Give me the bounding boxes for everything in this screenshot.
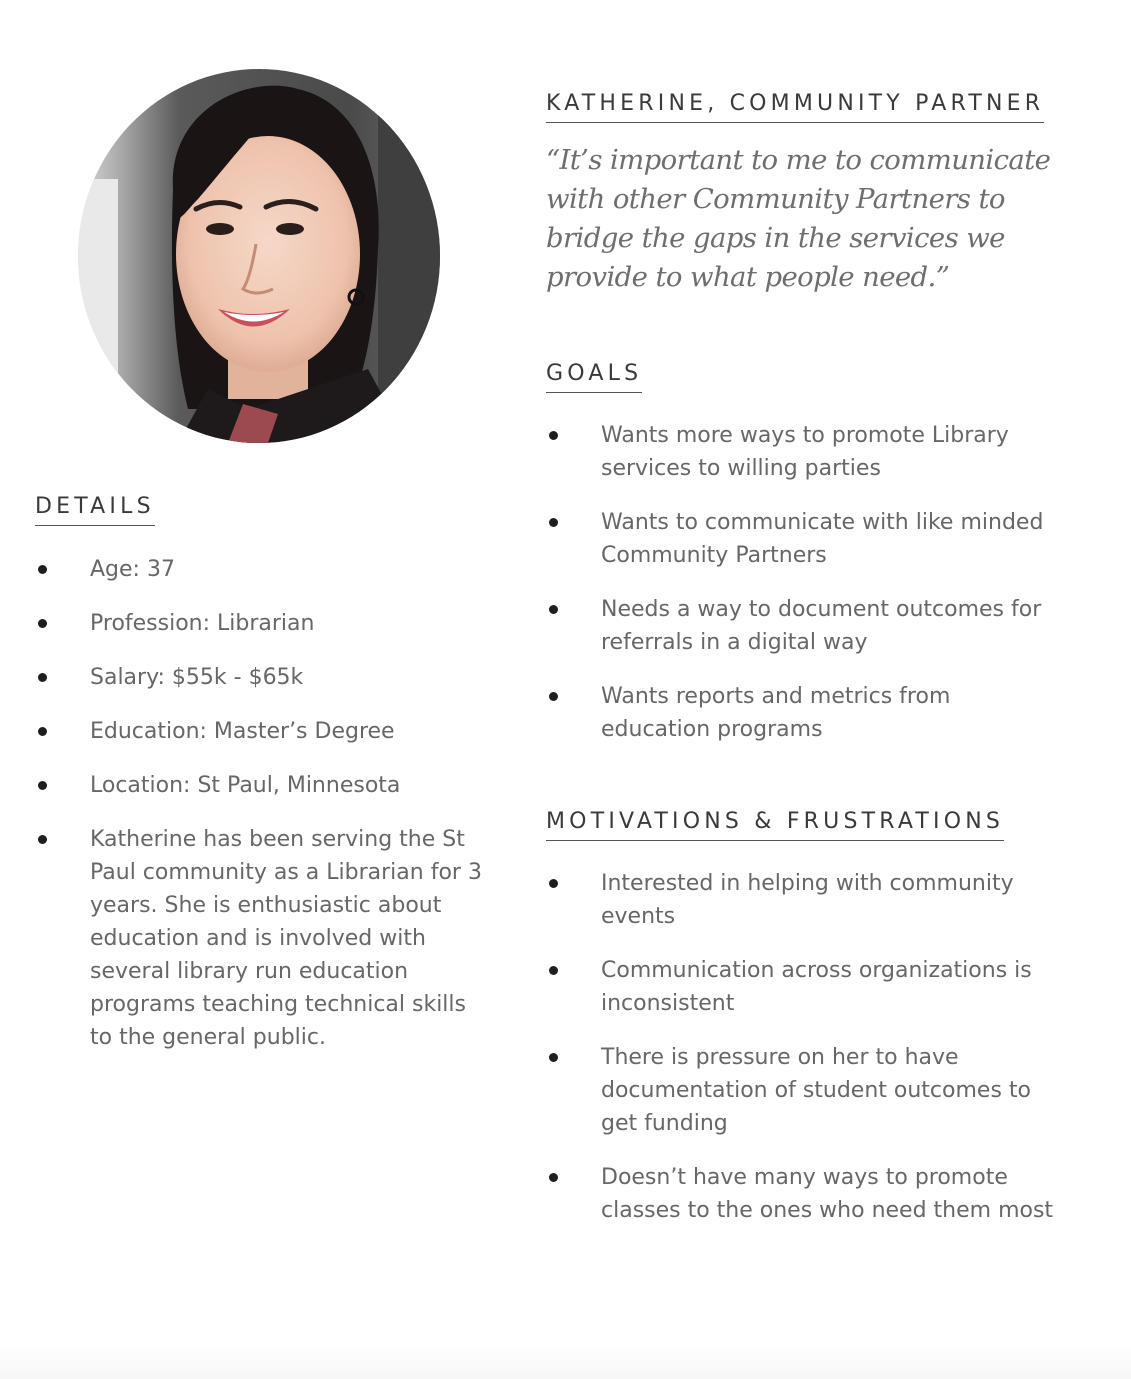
detail-item: Profession: Librarian (35, 607, 485, 640)
bullet-icon (38, 673, 47, 682)
motivation-item: Interested in helping with community events (546, 867, 1066, 933)
bullet-icon (549, 879, 558, 888)
motivations-heading: MOTIVATIONS & FRUSTRATIONS (546, 811, 1004, 841)
goal-item: Wants more ways to promote Library services to willing parties (546, 419, 1066, 485)
bullet-icon (38, 835, 47, 844)
bullet-icon (38, 781, 47, 790)
bullet-icon (549, 692, 558, 701)
details-heading: DETAILS (35, 496, 155, 526)
detail-item: Location: St Paul, Minnesota (35, 769, 485, 802)
persona-photo (78, 69, 440, 443)
bullet-icon (549, 518, 558, 527)
goals-list (546, 419, 1066, 767)
motivations-list (546, 867, 1066, 1248)
bottom-band (0, 1341, 1131, 1379)
detail-item: Age: 37 (35, 553, 485, 586)
details-list (35, 553, 485, 1075)
motivation-item: There is pressure on her to have documentation of student outcomes to get funding (546, 1041, 1066, 1140)
bullet-icon (549, 1053, 558, 1062)
bullet-icon (549, 605, 558, 614)
persona-quote: “It’s important to me to communicate with other Community Partners to bridge the gaps in the services we provide to what people need.” (546, 144, 1051, 293)
bullet-icon (549, 431, 558, 440)
motivation-item: Communication across organizations is inconsistent (546, 954, 1066, 1020)
bullet-icon (38, 619, 47, 628)
bullet-icon (38, 565, 47, 574)
goal-item: Wants reports and metrics from education programs (546, 680, 1066, 746)
motivation-item: Doesn’t have many ways to promote classes to the ones who need them most (546, 1161, 1066, 1227)
goal-item: Needs a way to document outcomes for referrals in a digital way (546, 593, 1066, 659)
bullet-icon (549, 1173, 558, 1182)
detail-item: Salary: $55k - $65k (35, 661, 485, 694)
persona-name-title: KATHERINE, COMMUNITY PARTNER (546, 93, 1044, 123)
goals-heading: GOALS (546, 363, 642, 393)
goal-item: Wants to communicate with like minded Community Partners (546, 506, 1066, 572)
detail-item: Katherine has been serving the St Paul community as a Librarian for 3 years. She is enthusiastic about education and is involved with several library run education programs teaching technical skills to the general public. (35, 823, 485, 1054)
detail-item: Education: Master’s Degree (35, 715, 485, 748)
bullet-icon (38, 727, 47, 736)
bullet-icon (549, 966, 558, 975)
